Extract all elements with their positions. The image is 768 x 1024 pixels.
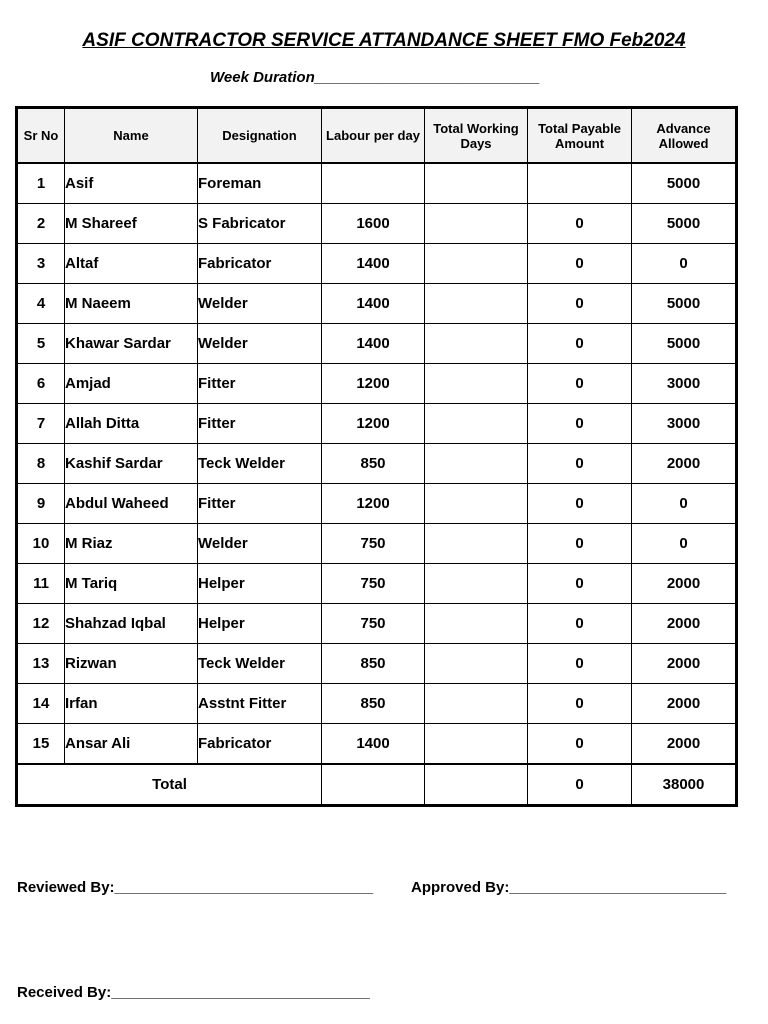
payable-cell: 0 [528, 684, 632, 724]
table-row [17, 204, 737, 244]
name-cell: Khawar Sardar [65, 324, 198, 364]
sr-no-cell: 8 [17, 444, 65, 484]
advance-cell: 0 [632, 484, 737, 524]
sr-no-cell: 15 [17, 724, 65, 765]
payable-cell: 0 [528, 444, 632, 484]
table-row [17, 404, 737, 444]
payable-cell: 0 [528, 324, 632, 364]
sr-no-cell: 13 [17, 644, 65, 684]
table-row [17, 444, 737, 484]
labour-cell: 1200 [322, 404, 425, 444]
labour-cell: 1400 [322, 284, 425, 324]
name-cell: Shahzad Iqbal [65, 604, 198, 644]
labour-cell: 750 [322, 604, 425, 644]
column-header: Designation [198, 108, 322, 164]
table-row [17, 524, 737, 564]
received-by: Received By:_______________________________ [17, 984, 370, 1001]
advance-cell: 2000 [632, 604, 737, 644]
sheet-title: ASIF CONTRACTOR SERVICE ATTANDANCE SHEET FMO Feb2024 [82, 30, 686, 51]
total-row [17, 764, 737, 806]
attendance-table [15, 106, 738, 807]
payable-cell: 0 [528, 204, 632, 244]
payable-cell: 0 [528, 604, 632, 644]
name-cell: M Naeem [65, 284, 198, 324]
name-cell: M Shareef [65, 204, 198, 244]
name-cell: Asif [65, 163, 198, 204]
name-cell: Abdul Waheed [65, 484, 198, 524]
working-days-cell [425, 204, 528, 244]
designation-cell: Welder [198, 524, 322, 564]
name-cell: Irfan [65, 684, 198, 724]
advance-cell: 2000 [632, 724, 737, 765]
payable-cell: 0 [528, 484, 632, 524]
working-days-cell [425, 284, 528, 324]
payable-cell: 0 [528, 724, 632, 765]
total-days [425, 764, 528, 806]
table-row [17, 564, 737, 604]
working-days-cell [425, 564, 528, 604]
working-days-cell [425, 724, 528, 765]
payable-cell: 0 [528, 284, 632, 324]
name-cell: Altaf [65, 244, 198, 284]
labour-cell [322, 163, 425, 204]
payable-cell [528, 163, 632, 204]
designation-cell: Teck Welder [198, 644, 322, 684]
table-row [17, 604, 737, 644]
reviewed-by: Reviewed By:_______________________________ [17, 879, 374, 896]
designation-cell: Foreman [198, 163, 322, 204]
working-days-cell [425, 484, 528, 524]
column-header: Total Working Days [425, 108, 528, 164]
table-row [17, 684, 737, 724]
labour-cell: 1400 [322, 724, 425, 765]
sr-no-cell: 4 [17, 284, 65, 324]
name-cell: Allah Ditta [65, 404, 198, 444]
advance-cell: 2000 [632, 644, 737, 684]
column-header: Advance Allowed [632, 108, 737, 164]
working-days-cell [425, 163, 528, 204]
labour-cell: 750 [322, 564, 425, 604]
advance-cell: 3000 [632, 404, 737, 444]
working-days-cell [425, 684, 528, 724]
labour-cell: 1200 [322, 364, 425, 404]
name-cell: M Riaz [65, 524, 198, 564]
table-row [17, 484, 737, 524]
labour-cell: 850 [322, 644, 425, 684]
payable-cell: 0 [528, 244, 632, 284]
name-cell: Rizwan [65, 644, 198, 684]
table-row [17, 364, 737, 404]
designation-cell: Asstnt Fitter [198, 684, 322, 724]
labour-cell: 1200 [322, 484, 425, 524]
sr-no-cell: 1 [17, 163, 65, 204]
column-header: Total Payable Amount [528, 108, 632, 164]
total-label: Total [17, 764, 322, 806]
name-cell: Kashif Sardar [65, 444, 198, 484]
designation-cell: Teck Welder [198, 444, 322, 484]
designation-cell: Fitter [198, 484, 322, 524]
advance-cell: 0 [632, 244, 737, 284]
designation-cell: Helper [198, 564, 322, 604]
table-row [17, 644, 737, 684]
advance-cell: 2000 [632, 684, 737, 724]
advance-cell: 0 [632, 524, 737, 564]
sr-no-cell: 9 [17, 484, 65, 524]
sr-no-cell: 6 [17, 364, 65, 404]
working-days-cell [425, 404, 528, 444]
column-header: Labour per day [322, 108, 425, 164]
labour-cell: 1600 [322, 204, 425, 244]
table-row [17, 724, 737, 765]
advance-cell: 5000 [632, 204, 737, 244]
table-row [17, 163, 737, 204]
sr-no-cell: 3 [17, 244, 65, 284]
payable-cell: 0 [528, 564, 632, 604]
table-row [17, 244, 737, 284]
name-cell: Amjad [65, 364, 198, 404]
name-cell: M Tariq [65, 564, 198, 604]
designation-cell: Fitter [198, 404, 322, 444]
total-advance: 38000 [632, 764, 737, 806]
advance-cell: 2000 [632, 564, 737, 604]
working-days-cell [425, 444, 528, 484]
designation-cell: Welder [198, 324, 322, 364]
working-days-cell [425, 244, 528, 284]
payable-cell: 0 [528, 404, 632, 444]
column-header: Name [65, 108, 198, 164]
working-days-cell [425, 324, 528, 364]
designation-cell: Fabricator [198, 724, 322, 765]
total-labour [322, 764, 425, 806]
advance-cell: 5000 [632, 284, 737, 324]
labour-cell: 1400 [322, 244, 425, 284]
working-days-cell [425, 644, 528, 684]
designation-cell: Helper [198, 604, 322, 644]
designation-cell: Fitter [198, 364, 322, 404]
name-cell: Ansar Ali [65, 724, 198, 765]
sr-no-cell: 5 [17, 324, 65, 364]
total-payable: 0 [528, 764, 632, 806]
table-row [17, 284, 737, 324]
table-header-row [17, 108, 737, 164]
column-header: Sr No [17, 108, 65, 164]
table-row [17, 324, 737, 364]
payable-cell: 0 [528, 364, 632, 404]
payable-cell: 0 [528, 644, 632, 684]
sr-no-cell: 11 [17, 564, 65, 604]
advance-cell: 5000 [632, 163, 737, 204]
designation-cell: S Fabricator [198, 204, 322, 244]
labour-cell: 850 [322, 684, 425, 724]
labour-cell: 750 [322, 524, 425, 564]
working-days-cell [425, 524, 528, 564]
sr-no-cell: 2 [17, 204, 65, 244]
sr-no-cell: 10 [17, 524, 65, 564]
labour-cell: 850 [322, 444, 425, 484]
advance-cell: 5000 [632, 324, 737, 364]
working-days-cell [425, 364, 528, 404]
advance-cell: 3000 [632, 364, 737, 404]
week-duration: Week Duration___________________________ [210, 69, 540, 86]
sr-no-cell: 14 [17, 684, 65, 724]
advance-cell: 2000 [632, 444, 737, 484]
payable-cell: 0 [528, 524, 632, 564]
approved-by: Approved By:__________________________ [411, 879, 727, 896]
designation-cell: Fabricator [198, 244, 322, 284]
designation-cell: Welder [198, 284, 322, 324]
labour-cell: 1400 [322, 324, 425, 364]
sr-no-cell: 12 [17, 604, 65, 644]
sr-no-cell: 7 [17, 404, 65, 444]
working-days-cell [425, 604, 528, 644]
